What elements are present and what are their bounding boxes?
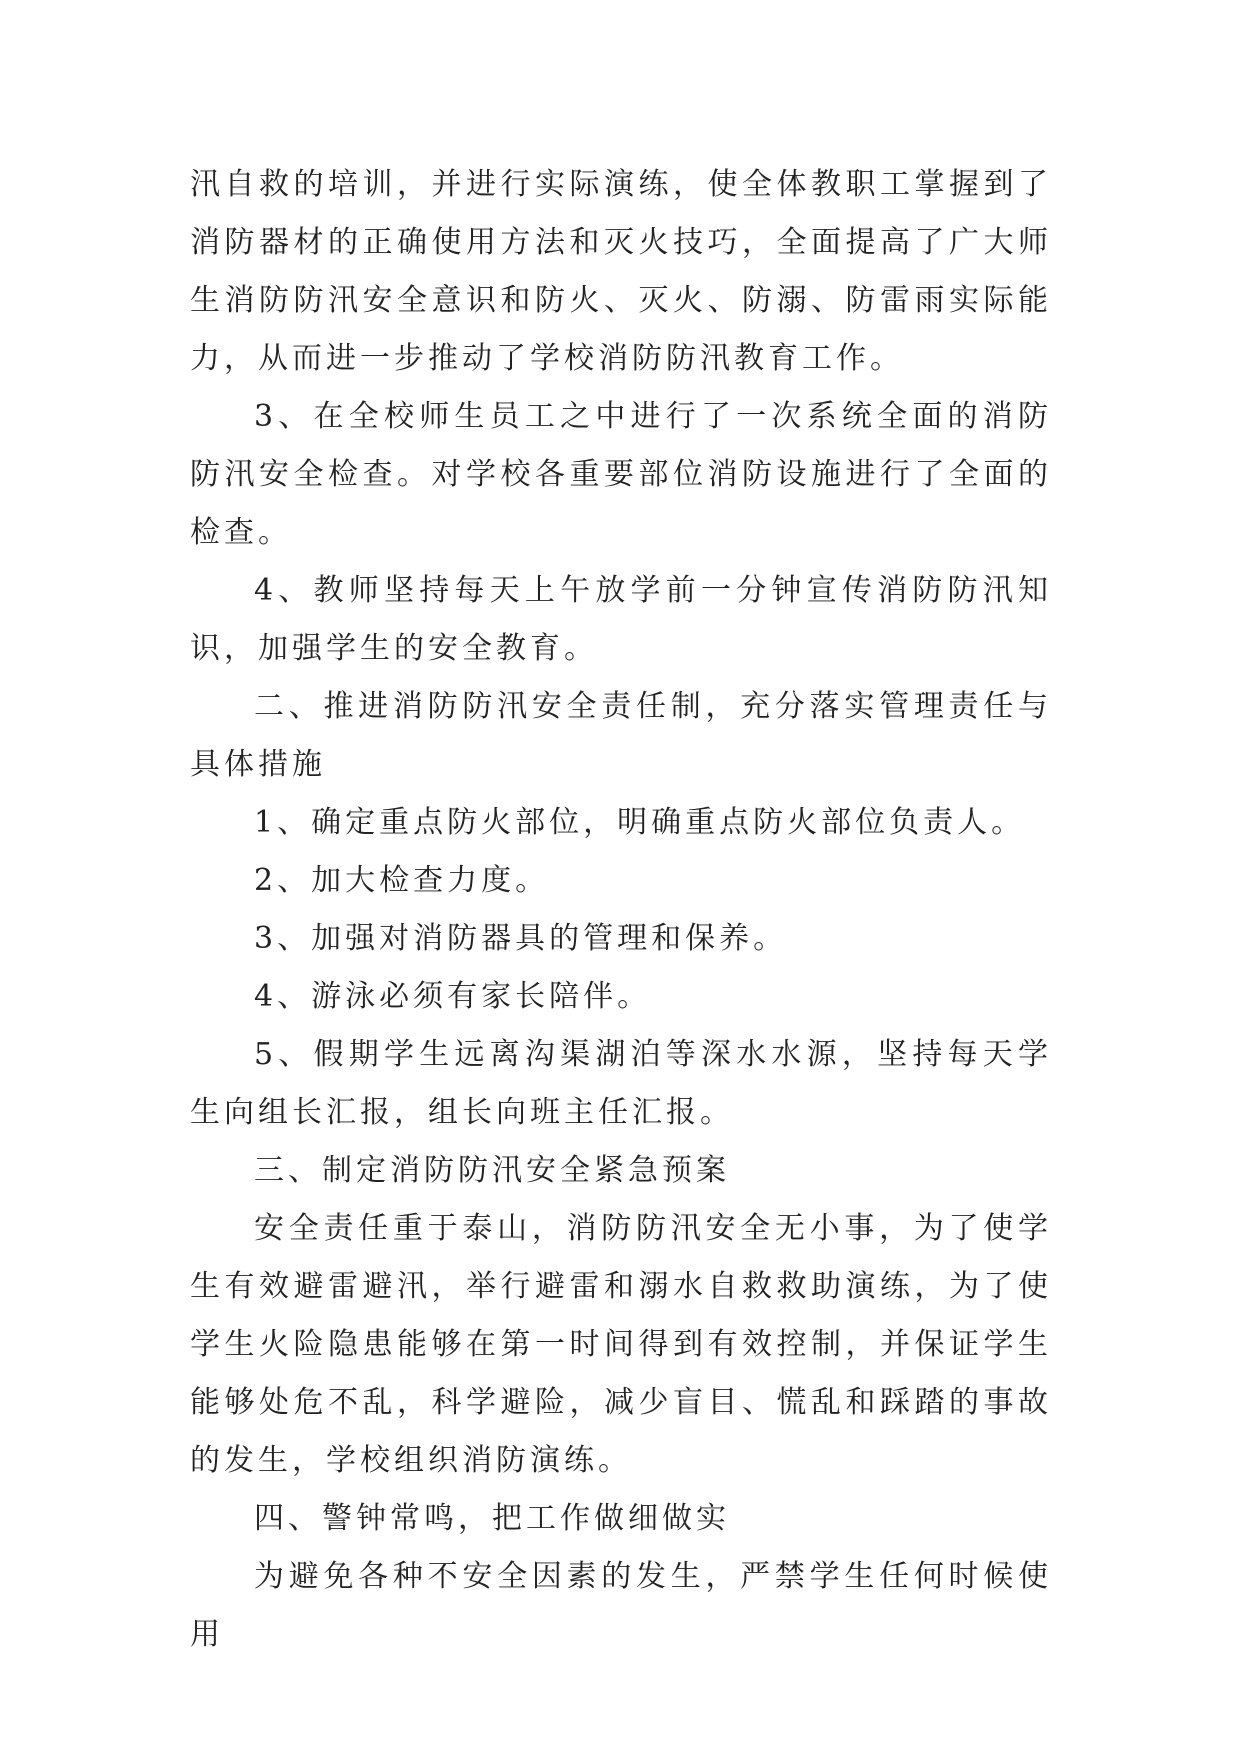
section-heading: 四、警钟常鸣，把工作做细做实 [254, 1501, 730, 1536]
body-paragraph: 3、在全校师生员工之中进行了一次系统全面的消防防汛安全检查。对学校各重要部位消防设施进行了全面的检查。 [190, 399, 1052, 550]
section-heading: 三、制定消防防汛安全紧急预案 [254, 1153, 730, 1188]
list-item: 4、游泳必须有家长陪伴。 [254, 979, 652, 1014]
list-item: 3、加强对消防器具的管理和保养。 [254, 921, 788, 956]
body-paragraph: 4、教师坚持每天上午放学前一分钟宣传消防防汛知识，加强学生的安全教育。 [190, 573, 1052, 666]
list-item: 2、加大检查力度。 [254, 863, 550, 898]
list-item: 5、假期学生远离沟渠湖泊等深水水源，坚持每天学生向组长汇报，组长向班主任汇报。 [190, 1037, 1052, 1130]
body-paragraph: 安全责任重于泰山，消防防汛安全无小事，为了使学生有效避雷避汛，举行避雷和溺水自救救助演练，为了使学生火险隐患能够在第一时间得到有效控制，并保证学生能够处危不乱，科学避险，减少盲目、慌乱和踩踏的事故的发生，学校组织消防演练。 [190, 1211, 1052, 1478]
document-body [190, 156, 1052, 1664]
section-heading: 二、推进消防防汛安全责任制，充分落实管理责任与具体措施 [190, 689, 1052, 782]
list-item: 1、确定重点防火部位，明确重点防火部位负责人。 [254, 805, 1026, 840]
body-paragraph: 为避免各种不安全因素的发生，严禁学生任何时候使用 [190, 1559, 1052, 1652]
body-paragraph: 汛自救的培训，并进行实际演练，使全体教职工掌握到了消防器材的正确使用方法和灭火技巧，全面提高了广大师生消防防汛安全意识和防火、灭火、防溺、防雷雨实际能力，从而进一步推动了学校消防防汛教育工作。 [190, 167, 1052, 376]
